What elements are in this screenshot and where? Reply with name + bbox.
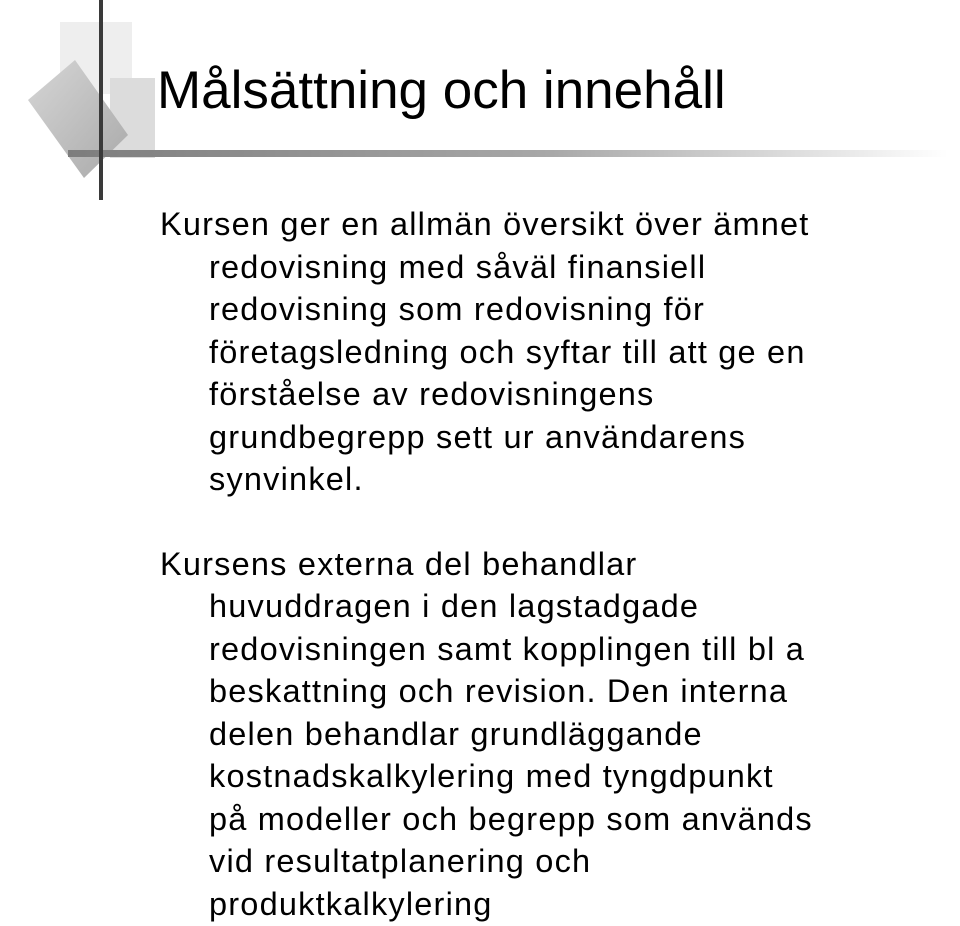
decor-horizontal-rule <box>68 150 948 157</box>
course-content-paragraph: Kursens externa del behandlar huvuddragen i den lagstadgade redovisningen samt kopplingen till bl a beskattning och revision. Den interna delen behandlar grundläggande kostnadskalkylering med tyngdpunkt på modeller och begrepp som används vid resultatplanering och produktkalkylering <box>160 545 813 922</box>
slide-title: Målsättning och innehåll <box>157 61 726 120</box>
decor-vertical-rule <box>99 0 103 200</box>
slide-body <box>160 203 960 925</box>
course-overview-paragraph: Kursen ger en allmän översikt över ämnet redovisning med såväl finansiell redovisning som redovisning för företagsledning och syftar till att ge en förståelse av redovisningens grundbegrepp sett ur användarens synvinkel. <box>160 206 810 497</box>
decor-mid-square <box>110 78 155 158</box>
